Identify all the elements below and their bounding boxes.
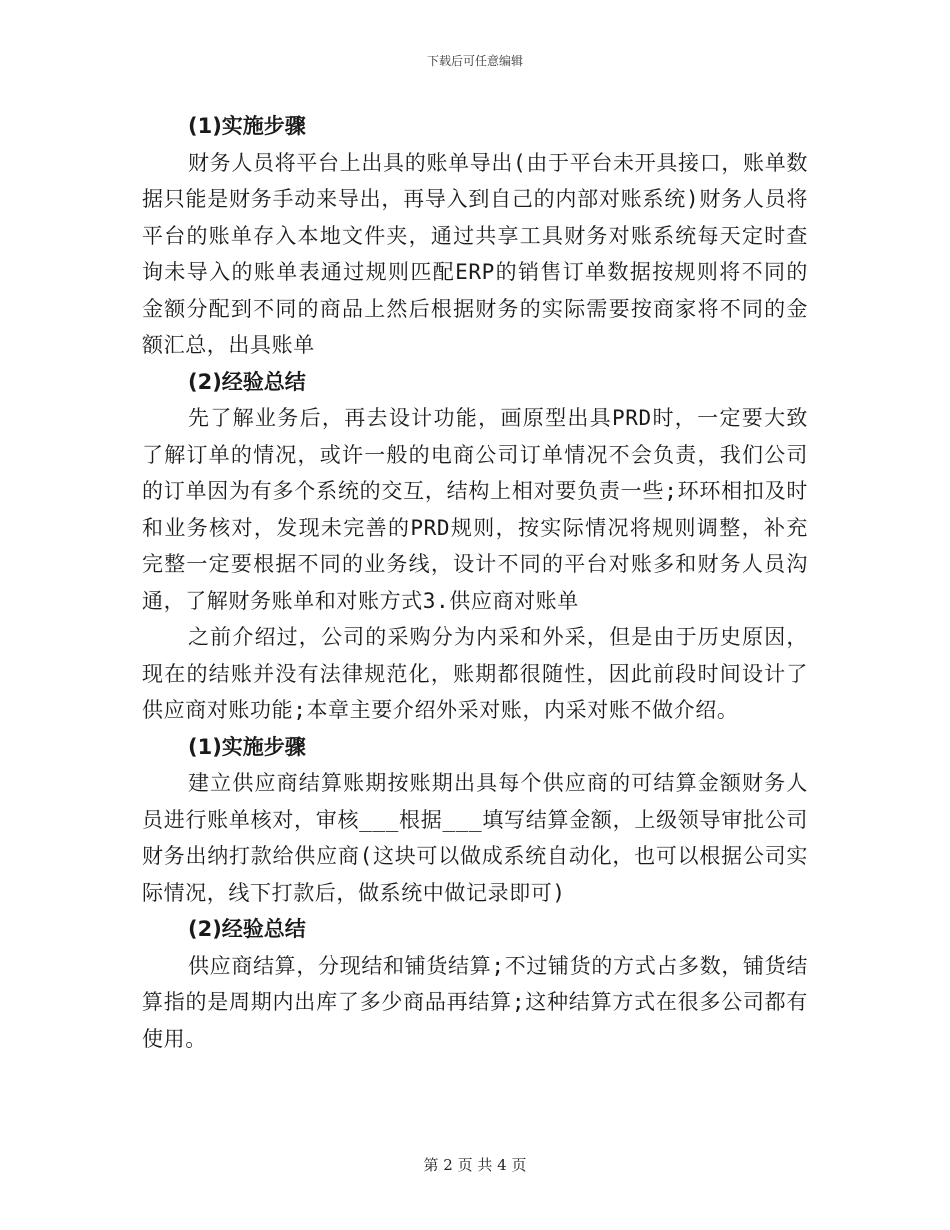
paragraph-supplier-steps: 建立供应商结算账期按账期出具每个供应商的可结算金额财务人员进行账单核对，审核___根据___填写结算金额，上级领导审批公司财务出纳打款给供应商(这块可以做成系统自动化，也可以根据公司实际情况，线下打款后，做系统中做记录即可) — [142, 771, 808, 905]
paragraph-supplier-experience: 供应商结算，分现结和铺货结算;不过铺货的方式占多数，铺货结算指的是周期内出库了多少商品再结算;这种结算方式在很多公司都有使用。 — [142, 953, 808, 1051]
section-heading-implementation-steps-supplier: (1)实施步骤 — [188, 734, 306, 759]
document-body — [142, 108, 808, 1057]
page-header: 下载后可任意编辑 — [426, 54, 523, 68]
section-heading-implementation-steps: (1)实施步骤 — [188, 114, 306, 138]
page-footer: 第 2 页 共 4 页 — [423, 1156, 527, 1174]
paragraph-supplier-intro: 之前介绍过，公司的采购分为内采和外采，但是由于历史原因，现在的结账并没有法律规范化，账期都很随性，因此前段时间设计了供应商对账功能;本章主要介绍外采对账，内采对账不做介绍。 — [142, 625, 808, 722]
paragraph-platform-reconciliation-steps: 财务人员将平台上出具的账单导出(由于平台未开具接口，账单数据只能是财务手动来导出，再导入到自己的内部对账系统)财务人员将平台的账单存入本地文件夹，通过共享工具财务对账系统每天定时查询未导入的账单表通过规则匹配ERP的销售订单数据按规则将不同的金额分配到不同的商品上然后根据财务的实际需要按商家将不同的金额汇总，出具账单 — [142, 150, 808, 357]
paragraph-platform-experience: 先了解业务后，再去设计功能，画原型出具PRD时，一定要大致了解订单的情况，或许一般的电商公司订单情况不会负责，我们公司的订单因为有多个系统的交互，结构上相对要负责一些;环环相扣及时和业务核对，发现未完善的PRD规则，按实际情况将规则调整，补充完整一定要根据不同的业务线，设计不同的平台对账多和财务人员沟通，了解财务账单和对账方式3.供应商对账单 — [142, 406, 808, 613]
section-heading-experience-summary-supplier: (2)经验总结 — [188, 917, 306, 941]
section-heading-experience-summary: (2)经验总结 — [188, 369, 306, 394]
